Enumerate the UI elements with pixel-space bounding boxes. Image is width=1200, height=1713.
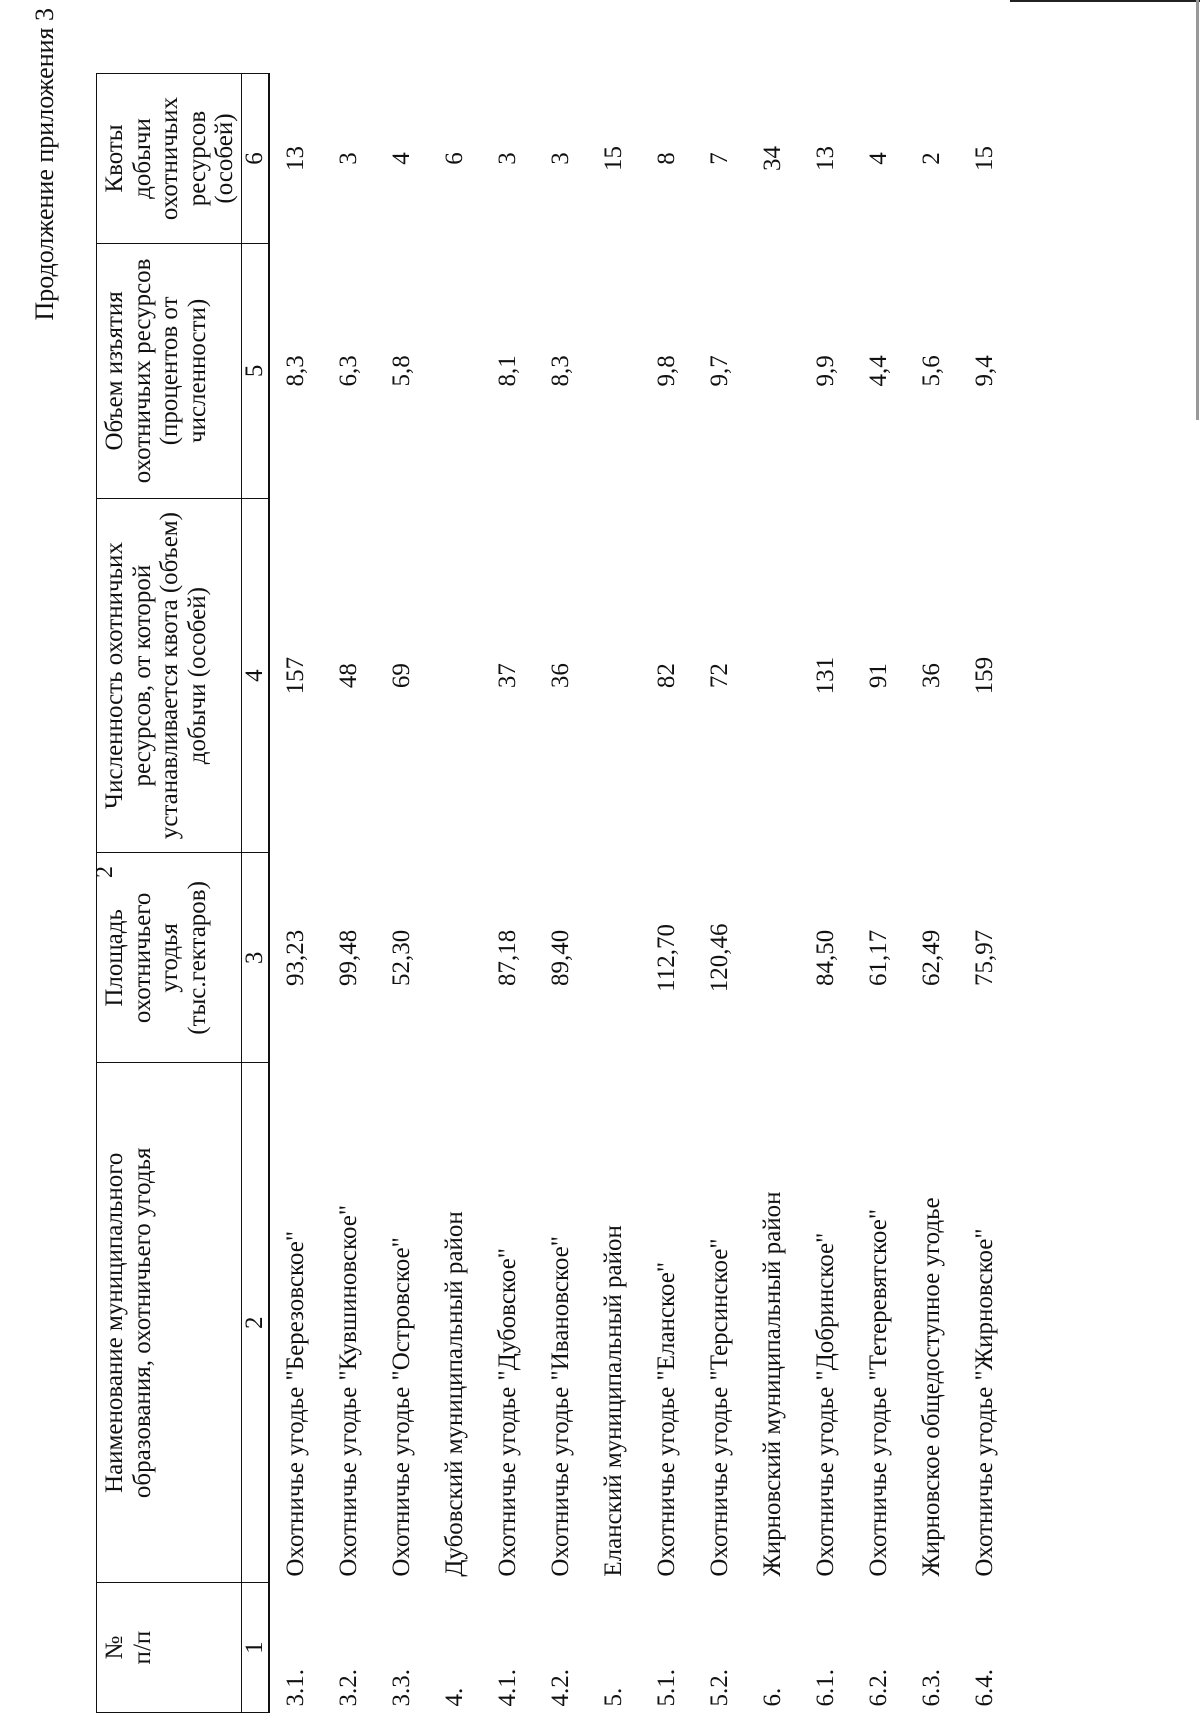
- row-percent: 9,8: [653, 355, 681, 387]
- column-number: 2: [241, 1063, 269, 1583]
- table-header-row: [97, 74, 242, 1713]
- table-row: [906, 74, 959, 1713]
- row-population: 91: [865, 663, 893, 689]
- row-quota: 3: [335, 152, 363, 165]
- row-percent: 5,8: [388, 355, 416, 387]
- column-number: 1: [241, 1583, 269, 1713]
- header-number: № п/п: [97, 1583, 242, 1713]
- row-number: 6.: [759, 1687, 787, 1707]
- row-area: 89,40: [547, 929, 575, 987]
- row-percent: [747, 243, 800, 498]
- page-number: 2: [92, 866, 118, 878]
- row-area: 120,46: [706, 923, 734, 993]
- column-number: 3: [241, 853, 269, 1063]
- row-percent: 6,3: [335, 355, 363, 387]
- row-population: 36: [918, 663, 946, 689]
- row-name: Охотничье угодье "Жирновское": [971, 1228, 999, 1577]
- row-name: Охотничье угодье "Ивановское": [547, 1236, 575, 1577]
- row-population: 157: [282, 656, 310, 695]
- table-row: [747, 74, 800, 1713]
- table-row: [588, 74, 641, 1713]
- header-quota: Квоты добычи охотничьих ресурсов (особей): [97, 74, 242, 244]
- table-row: [323, 74, 376, 1713]
- row-number: 5.: [600, 1687, 628, 1707]
- row-population: 37: [494, 663, 522, 689]
- header-percent: Объем изъятия охотничьих ресурсов (процентов от численности): [97, 243, 242, 498]
- row-name: Еланский муниципальный район: [600, 1225, 628, 1577]
- table-row: [376, 74, 429, 1713]
- row-name: Охотничье угодье "Островское": [388, 1237, 416, 1577]
- row-number: 3.1.: [282, 1669, 310, 1707]
- appendix-continuation-title: Продолжение приложения 3: [30, 8, 59, 321]
- row-area: 84,50: [812, 929, 840, 987]
- row-quota: 4: [388, 152, 416, 165]
- table-body: [269, 74, 1012, 1713]
- row-area: 99,48: [335, 929, 363, 987]
- row-quota: 15: [600, 146, 628, 171]
- row-population: 48: [335, 663, 363, 689]
- row-name: Жирновское общедоступное угодье: [918, 1197, 946, 1577]
- row-quota: 2: [918, 152, 946, 165]
- row-population: 72: [706, 663, 734, 689]
- table-row: [641, 74, 694, 1713]
- row-name: Охотничье угодье "Терсинское": [706, 1238, 734, 1577]
- row-number: 4.2.: [547, 1669, 575, 1707]
- row-quota: 15: [971, 146, 999, 171]
- row-number: 6.3.: [918, 1669, 946, 1707]
- table-row: [535, 74, 588, 1713]
- hunting-quota-table: [96, 73, 1012, 1713]
- row-name: Охотничье угодье "Еланское": [653, 1261, 681, 1577]
- row-population: [747, 498, 800, 853]
- row-percent: 9,7: [706, 355, 734, 387]
- row-percent: 5,6: [918, 355, 946, 387]
- row-percent: 8,3: [282, 355, 310, 387]
- row-population: 82: [653, 663, 681, 689]
- row-name: Дубовский муниципальный район: [441, 1211, 469, 1577]
- row-population: [588, 498, 641, 853]
- row-area: [588, 853, 641, 1063]
- row-area: 62,49: [918, 929, 946, 987]
- row-percent: 4,4: [865, 355, 893, 387]
- row-population: [429, 498, 482, 853]
- row-percent: [588, 243, 641, 498]
- header-area: Площадь охотничьего угодья (тыс.гектаров): [97, 853, 242, 1063]
- row-name: Охотничье угодье "Добринское": [812, 1232, 840, 1577]
- row-quota: 13: [812, 146, 840, 171]
- table-row: [429, 74, 482, 1713]
- table-row: [800, 74, 853, 1713]
- row-number: 6.1.: [812, 1669, 840, 1707]
- table-row: [959, 74, 1012, 1713]
- row-percent: 9,9: [812, 355, 840, 387]
- row-name: Охотничье угодье "Тетеревятское": [865, 1208, 893, 1577]
- row-quota: 7: [706, 152, 734, 165]
- row-number: 6.4.: [971, 1669, 999, 1707]
- row-quota: 8: [653, 152, 681, 165]
- row-area: 61,17: [865, 929, 893, 987]
- row-percent: 8,1: [494, 355, 522, 387]
- row-area: [429, 853, 482, 1063]
- column-number-row: [241, 74, 269, 1713]
- row-area: 75,97: [971, 929, 999, 987]
- row-area: 52,30: [388, 929, 416, 987]
- row-quota: 13: [282, 146, 310, 171]
- row-number: 6.2.: [865, 1669, 893, 1707]
- row-name: Охотничье угодье "Дубовское": [494, 1248, 522, 1577]
- row-population: 159: [971, 656, 999, 695]
- row-population: 36: [547, 663, 575, 689]
- column-number: 5: [241, 243, 269, 498]
- row-area: [747, 853, 800, 1063]
- row-population: 131: [812, 656, 840, 695]
- row-area: 112,70: [653, 924, 681, 992]
- row-percent: 8,3: [547, 355, 575, 387]
- table-row: [853, 74, 906, 1713]
- row-name: Жирновский муниципальный район: [759, 1191, 787, 1577]
- row-name: Охотничье угодье "Березовское": [282, 1230, 310, 1577]
- header-population: Численность охотничьих ресурсов, от которой устанавливается квота (объем) добычи (особей): [97, 498, 242, 853]
- row-percent: 9,4: [971, 355, 999, 387]
- row-number: 5.1.: [653, 1669, 681, 1707]
- row-quota: 34: [759, 146, 787, 171]
- row-percent: [429, 243, 482, 498]
- row-number: 5.2.: [706, 1669, 734, 1707]
- row-area: 87,18: [494, 929, 522, 987]
- row-quota: 6: [441, 152, 469, 165]
- row-quota: 3: [547, 152, 575, 165]
- table-row: [269, 74, 323, 1713]
- column-number: 6: [241, 74, 269, 244]
- row-number: 4.1.: [494, 1669, 522, 1707]
- row-name: Охотничье угодье "Кувшиновское": [335, 1204, 363, 1577]
- row-quota: 4: [865, 152, 893, 165]
- row-population: 69: [388, 663, 416, 689]
- row-number: 3.2.: [335, 1669, 363, 1707]
- table-row: [694, 74, 747, 1713]
- row-number: 3.3.: [388, 1669, 416, 1707]
- column-number: 4: [241, 498, 269, 853]
- row-quota: 3: [494, 152, 522, 165]
- row-number: 4.: [441, 1687, 469, 1707]
- header-name: Наименование муниципального образования, охотничьего угодья: [97, 1063, 242, 1583]
- table-row: [482, 74, 535, 1713]
- row-area: 93,23: [282, 929, 310, 987]
